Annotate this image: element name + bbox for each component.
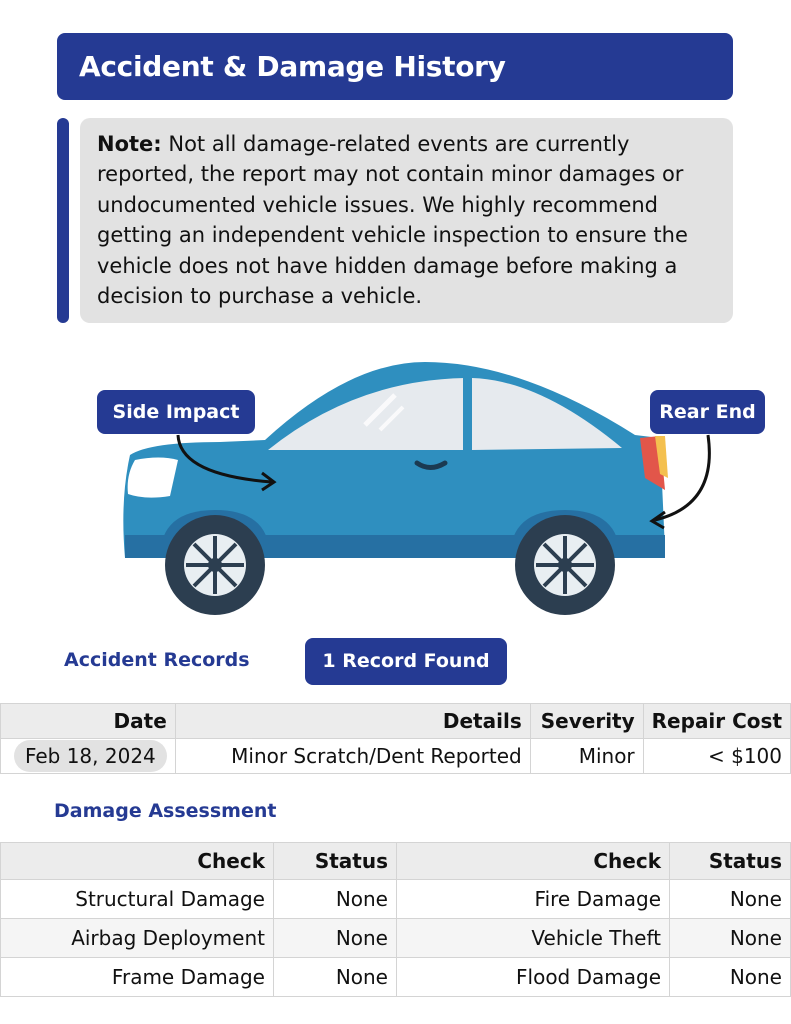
rear-wheel-icon <box>515 515 615 615</box>
column-header-status: Status <box>670 843 791 880</box>
table-row <box>1 880 791 919</box>
column-header-check: Check <box>397 843 670 880</box>
check-status: None <box>274 919 397 958</box>
callout-rear-end: Rear End <box>650 390 765 434</box>
column-header-status: Status <box>274 843 397 880</box>
accident-records-label: Accident Records <box>64 649 250 671</box>
check-label: Structural Damage <box>1 880 274 919</box>
check-label: Airbag Deployment <box>1 919 274 958</box>
date-pill: Feb 18, 2024 <box>14 740 167 772</box>
damage-assessment-label: Damage Assessment <box>54 800 277 822</box>
check-status: None <box>670 919 791 958</box>
check-status: None <box>670 958 791 997</box>
front-wheel-icon <box>165 515 265 615</box>
table-row <box>1 958 791 997</box>
column-header-repair-cost: Repair Cost <box>643 704 790 739</box>
section-header <box>57 33 733 100</box>
page-title: Accident & Damage History <box>79 50 506 83</box>
check-label: Vehicle Theft <box>397 919 670 958</box>
accident-records-table <box>0 703 791 774</box>
note-text: Not all damage-related events are currently reported, the report may not contain minor damages or undocumented vehicle issues. We highly recommend getting an independent vehicle inspection to ensure the vehicle does not have hidden damage before making a decision to purchase a vehicle. <box>97 132 688 309</box>
note-accent-bar <box>57 118 69 323</box>
column-header-severity: Severity <box>530 704 643 739</box>
column-header-details: Details <box>175 704 530 739</box>
note-box <box>80 118 733 323</box>
table-row <box>1 919 791 958</box>
record-severity: Minor <box>530 739 643 774</box>
table-header-row <box>1 704 791 739</box>
check-status: None <box>274 880 397 919</box>
callout-side-impact: Side Impact <box>97 390 255 434</box>
table-row <box>1 739 791 774</box>
table-header-row <box>1 843 791 880</box>
note-label: Note: <box>97 132 162 156</box>
damage-assessment-table <box>0 842 791 997</box>
record-count-badge: 1 Record Found <box>305 638 507 685</box>
record-cost: < $100 <box>643 739 790 774</box>
record-details: Minor Scratch/Dent Reported <box>175 739 530 774</box>
check-status: None <box>274 958 397 997</box>
check-label: Fire Damage <box>397 880 670 919</box>
column-header-date: Date <box>1 704 176 739</box>
column-header-check: Check <box>1 843 274 880</box>
check-status: None <box>670 880 791 919</box>
record-date-cell <box>1 739 176 774</box>
check-label: Flood Damage <box>397 958 670 997</box>
check-label: Frame Damage <box>1 958 274 997</box>
